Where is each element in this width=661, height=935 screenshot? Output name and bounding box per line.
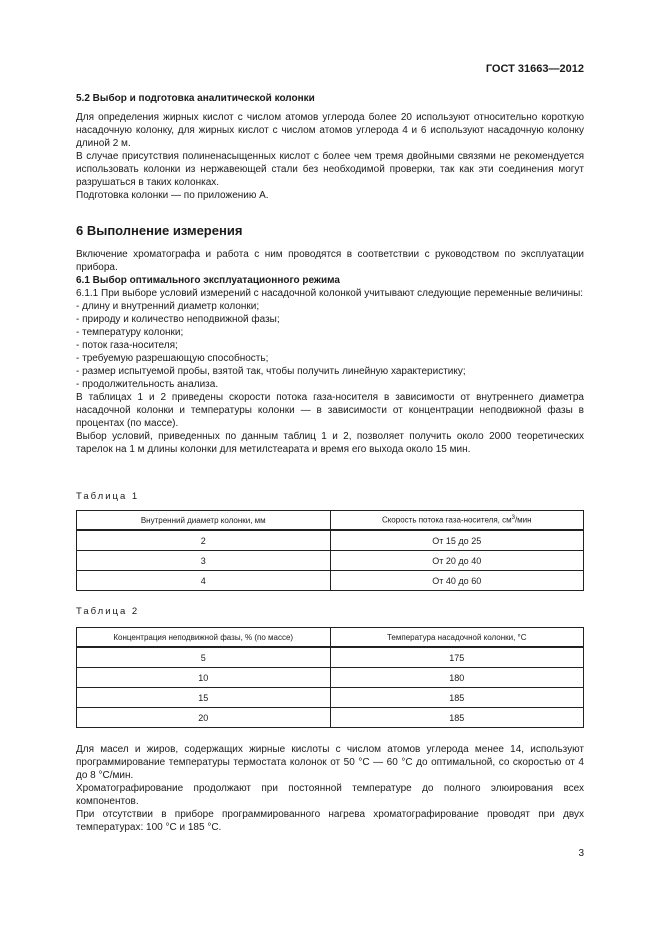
table-cell: 2 xyxy=(77,530,331,551)
section-5-2-body xyxy=(76,111,584,202)
table-row xyxy=(77,530,584,551)
table-row xyxy=(77,688,584,708)
table-cell: 15 xyxy=(77,688,331,708)
table-cell: 10 xyxy=(77,668,331,688)
table-cell: 180 xyxy=(330,668,584,688)
paragraph: Для масел и жиров, содержащих жирные кислоты с числом атомов углерода менее 14, используют программирование температуры термостата колонок от 50 °С — 60 °С до оптимальной, со скоростью от 4 до 8 °С/мин. xyxy=(76,744,584,781)
table-cell: 5 xyxy=(77,647,331,668)
table-cell: 4 xyxy=(77,571,331,591)
table-header-row xyxy=(77,511,584,531)
section-6-title: 6 Выполнение измерения xyxy=(76,223,243,238)
table-cell: От 15 до 25 xyxy=(330,530,584,551)
paragraph: Для определения жирных кислот с числом атомов углерода более 20 используют относительно короткую насадочную колонку, для жирных кислот с числом атомов углерода 4 и 6 используют насадочную колонку длиной 2 м. xyxy=(76,112,584,149)
table-header-cell: Концентрация неподвижной фазы, % (по массе) xyxy=(77,628,331,648)
list-item: - поток газа-носителя; xyxy=(76,340,178,351)
paragraph: Хроматографирование продолжают при постоянной температуре до полного элюирования всех компонентов. xyxy=(76,783,584,807)
table-row xyxy=(77,571,584,591)
table-header-row xyxy=(77,628,584,648)
table-header-cell: Внутренний диаметр колонки, мм xyxy=(77,511,331,531)
list-item: - длину и внутренний диаметр колонки; xyxy=(76,301,260,312)
table-cell: 20 xyxy=(77,708,331,728)
section-6-body xyxy=(76,248,584,456)
table-cell: 185 xyxy=(330,708,584,728)
standard-number: ГОСТ 31663—2012 xyxy=(485,63,584,75)
list-item: - размер испытуемой пробы, взятой так, чтобы получить линейную характеристику; xyxy=(76,366,466,377)
table-cell: 175 xyxy=(330,647,584,668)
section-5-2-title: 5.2 Выбор и подготовка аналитической колонки xyxy=(76,93,315,104)
table-cell: От 20 до 40 xyxy=(330,551,584,571)
paragraph: Подготовка колонки — по приложению А. xyxy=(76,190,269,201)
table-row xyxy=(77,668,584,688)
list-item: - природу и количество неподвижной фазы; xyxy=(76,314,280,325)
table-row xyxy=(77,551,584,571)
table-header-cell: Скорость потока газа-носителя, $см^3$/мин xyxy=(330,511,584,531)
list-item: - требуемую разрешающую способность; xyxy=(76,353,269,364)
table-cell: 3 xyxy=(77,551,331,571)
list-item: - продолжительность анализа. xyxy=(76,379,219,390)
table-row xyxy=(77,647,584,668)
paragraph: Выбор условий, приведенных по данным таблиц 1 и 2, позволяет получить около 2000 теоретических тарелок на 1 м длины колонки для метилстеарата и время его выхода около 15 мин. xyxy=(76,431,584,455)
paragraph: При отсутствии в приборе программированного нагрева хроматографирование проводят при двух температурах: 100 °С и 185 °С. xyxy=(76,809,584,833)
table-2-caption: Таблица 2 xyxy=(76,606,140,617)
paragraph: Включение хроматографа и работа с ним проводятся в соответствии с руководством по эксплуатации прибора. xyxy=(76,249,584,273)
section-6-1-title: 6.1 Выбор оптимального эксплуатационного режима xyxy=(76,275,340,286)
after-tables-body xyxy=(76,743,584,834)
table-cell: От 40 до 60 xyxy=(330,571,584,591)
paragraph: В таблицах 1 и 2 приведены скорости потока газа-носителя в зависимости от внутреннего диаметра насадочной колонки и температуры колонки — в зависимости от концентрации неподвижной фазы в процентах (по массе). xyxy=(76,392,584,429)
table-2 xyxy=(76,627,584,728)
table-row xyxy=(77,708,584,728)
list-item: - температуру колонки; xyxy=(76,327,184,338)
table-cell: 185 xyxy=(330,688,584,708)
variables-list xyxy=(76,300,584,391)
table-1-caption: Таблица 1 xyxy=(76,491,140,502)
paragraph: В случае присутствия полиненасыщенных кислот с более чем тремя двойными связями не рекомендуется использовать колонки из нержавеющей стали без необходимой проверки, так как эти соединения могут разрушаться в таких колонках. xyxy=(76,151,584,188)
page-number: 3 xyxy=(578,848,584,859)
table-1 xyxy=(76,510,584,591)
table-header-cell: Температура насадочной колонки, °С xyxy=(330,628,584,648)
paragraph: 6.1.1 При выборе условий измерений с насадочной колонкой учитывают следующие переменные величины: xyxy=(76,288,584,299)
